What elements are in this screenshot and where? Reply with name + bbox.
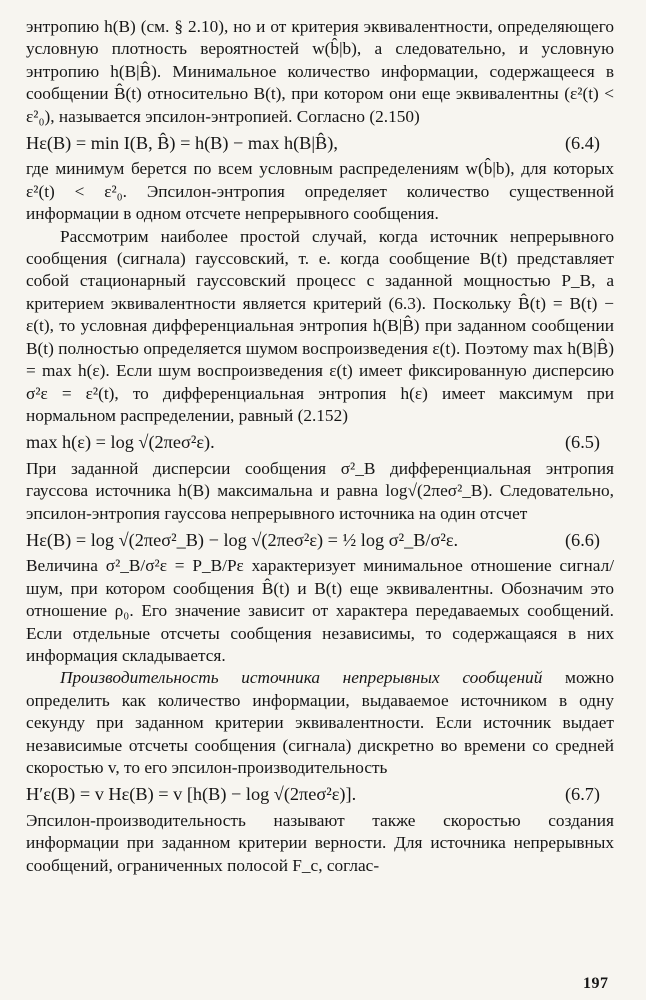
formula-6-5 bbox=[26, 431, 614, 453]
paragraph-6-rest: можно определить как количество информации, выдаваемое источником в одну секунду при заданном критерии эквивалентности. Если источник выдает независимые отсчеты сообщения (сигнала) дискретно во времени со средней скоростью v, то его эпсилон-производительность bbox=[26, 668, 615, 777]
formula-6-4-number: (6.4) bbox=[564, 133, 600, 154]
paragraph-2: где минимум берется по всем условным распределениям w(b̂|b), для которых ε²(t) < ε²₀. Эпсилон-энтропия определяет количество существенной информации в одном отсчете непрерывного сообщения. bbox=[26, 159, 614, 224]
paragraph-1: энтропию h(B) (см. § 2.10), но и от критерия эквивалентности, определяющего условную плотность вероятностей w(b̂|b), а следовательно, и условную энтропию h(B|B̂). Минимальное количество информации, содержащееся в сообщении B̂(t) относительно B(t), при котором они еще эквивалентны (ε²(t) < ε²₀), называется эпсилон-энтропией. Согласно (2.150) bbox=[26, 17, 614, 126]
paragraph-3: Рассмотрим наиболее простой случай, когда источник непрерывного сообщения (сигнала) гауссовский, т. е. когда сообщение B(t) представляет собой стационарный гауссовский процесс с заданной мощностью P_B, а критерием эквивалентности является критерий (6.3). Поскольку B̂(t) = B(t) − ε(t), то условная дифференциальная энтропия h(B|B̂) при заданном сообщении B(t) полностью определяется шумом воспроизведения ε(t). Поэтому max h(B|B̂) = max h(ε). Если шум воспроизведения ε(t) имеет фиксированную дисперсию σ²ε = ε²(t), то дифференциальная энтропия h(ε) имеет максимум при нормальном распределении, равный (2.152) bbox=[26, 226, 614, 425]
page-body bbox=[26, 16, 614, 877]
formula-6-7-number: (6.7) bbox=[564, 784, 600, 805]
paragraph-5: Величина σ²_B/σ²ε = P_B/Pε характеризует минимальное отношение сигнал/шум, при котором сообщения B̂(t) и B(t) еще эквивалентны. Обозначим это отношение ρ₀. Его значение зависит от характера передаваемых сообщений. Если отдельные отсчеты сообщения независимы, то содержащаяся в них информация складывается. bbox=[26, 556, 614, 665]
formula-6-7-expression: H′ε(B) = v Hε(B) = v [h(B) − log √(2πeσ²ε)]. bbox=[26, 784, 357, 805]
formula-6-6 bbox=[26, 529, 614, 551]
paragraph-7: Эпсилон-производительность называют также скоростью создания информации при заданном критерии верности. Для источника непрерывных сообщений, ограниченных полосой F_c, соглас- bbox=[26, 810, 614, 875]
page-number: 197 bbox=[583, 975, 609, 992]
paragraph-6 bbox=[26, 667, 614, 779]
paragraph-6-term: Производительность источника непрерывных сообщений bbox=[60, 668, 543, 688]
formula-6-5-number: (6.5) bbox=[564, 432, 600, 453]
formula-6-5-expression: max h(ε) = log √(2πeσ²ε). bbox=[26, 432, 215, 453]
formula-6-6-expression: Hε(B) = log √(2πeσ²_B) − log √(2πeσ²ε) = ½ log σ²_B/σ²ε. bbox=[26, 529, 459, 550]
formula-6-7 bbox=[26, 783, 614, 805]
formula-6-4 bbox=[26, 132, 614, 154]
formula-6-4-expression: Hε(B) = min I(B, B̂) = h(B) − max h(B|B̂), bbox=[26, 133, 338, 154]
paragraph-4: При заданной дисперсии сообщения σ²_B дифференциальная энтропия гауссова источника h(B) максимальна и равна log√(2πeσ²_B). Следовательно, эпсилон-энтропия гауссова непрерывного источника на один отсчет bbox=[26, 458, 614, 523]
formula-6-6-number: (6.6) bbox=[564, 529, 600, 550]
